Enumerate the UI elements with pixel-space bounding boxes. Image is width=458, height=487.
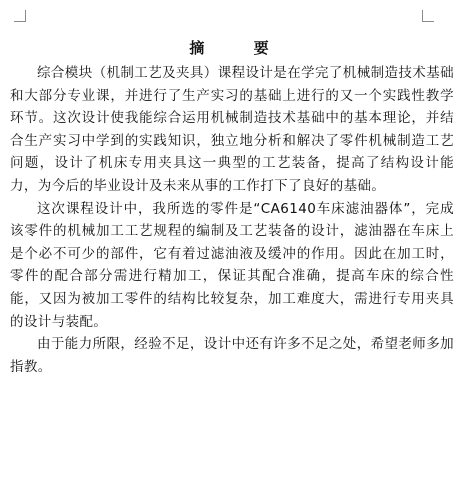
top-right-margin-mark [422,10,434,22]
paragraph-2: 这次课程设计中，我所选的零件是“CA6140车床滤油器体”，完成该零件的机械加工工艺规程的编制及工艺装备的设计，滤油器在车床上是个必不可少的部件，它有着过滤油液及缓冲的作用。因此在加工时，零件的配合部分需进行精加工，保证其配合准确，提高车床的综合性能，又因为被加工零件的结构比较复杂，加工难度大，需进行专用夹具的设计与装配。 [10,200,454,330]
abstract-body [10,62,454,378]
paragraph-3: 由于能力所限，经验不足，设计中还有许多不足之处，希望老师多加指教。 [10,336,454,375]
abstract-title: 摘 要 [189,39,291,57]
paragraph-1: 综合模块（机制工艺及夹具）课程设计是在学完了机械制造技术基础和大部分专业课，并进行了生产实习的基础上进行的又一个实践性教学环节。这次设计使我能综合运用机械制造技术基础中的基本理论，并结合生产实习中学到的实践知识，独立地分析和解决了零件机械制造工艺问题，设计了机床专用夹具这一典型的工艺装备，提高了结构设计能力，为今后的毕业设计及未来从事的工作打下了良好的基础。 [10,65,454,194]
top-left-margin-mark [14,10,26,22]
